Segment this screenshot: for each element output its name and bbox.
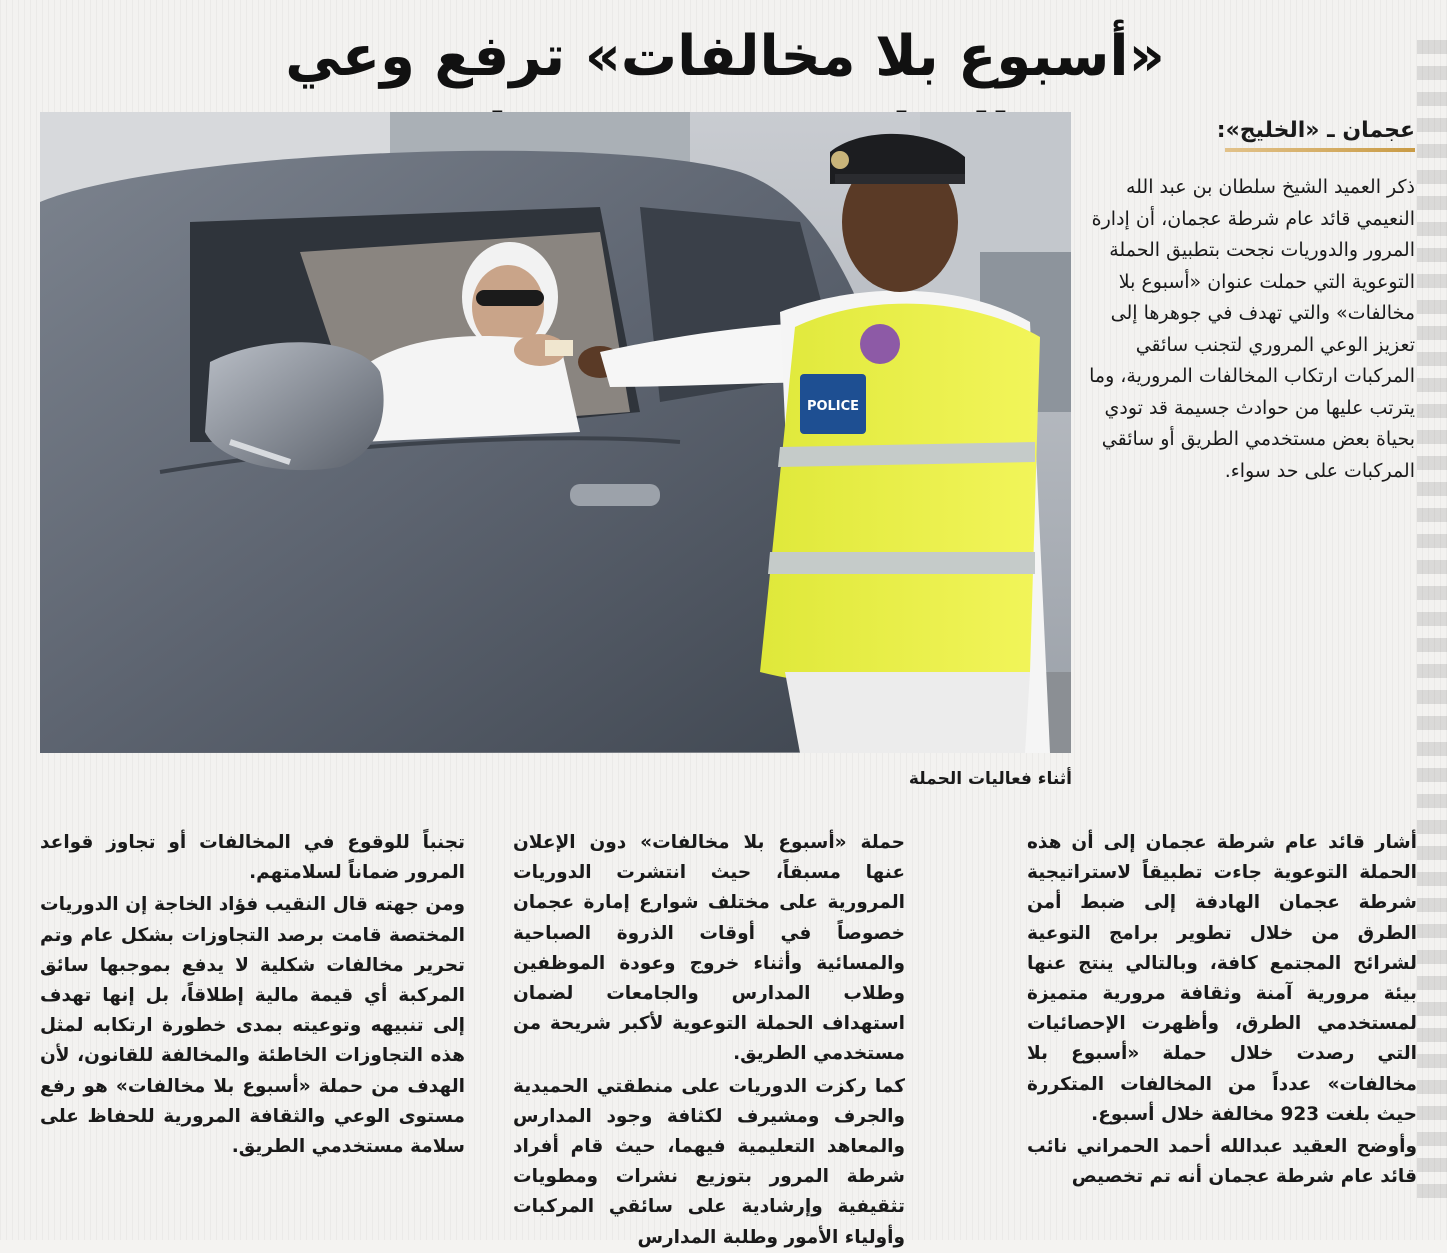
article-headline: «أسبوع بلا مخالفات» ترفع وعي [285, 24, 1165, 89]
col2-paragraph-2: كما ركزت الدوريات على منطقتي الحميدية والجرف ومشيرف لكثافة وجود المدارس والمعاهد التعليمية فيهما، حيث قام أفراد شرطة المرور بتوزيع نشرات ومطويات تثقيفية وإرشادية على سائقي المركبات وأولياء الأمور وطلبة المدارس [513, 1075, 905, 1248]
show-through-right [1417, 40, 1447, 1200]
article-lead-paragraph: ذكر العميد الشيخ سلطان بن عبد الله النعيمي قائد عام شرطة عجمان، أن إدارة المرور والدوريات نجحت بتطبيق الحملة التوعوية التي حملت عنوان «أسبوع بلا مخالفات» والتي تهدف في جوهرها إلى تعزيز الوعي المروري لتجنب سائقي المركبات ارتكاب المخالفات المرورية، وما يترتب عليها من حوادث جسيمة قد تودي بحياة بعض مستخدمي الطريق أو سائقي المركبات على حد سواء. [1089, 176, 1415, 482]
article-column-1 [1027, 828, 1417, 1192]
vest-police-text: POLICE [806, 399, 860, 414]
article-dateline: عجمان ـ «الخليج»: [1216, 118, 1415, 143]
dateline-underline [1225, 148, 1415, 152]
col1-paragraph-1: أشار قائد عام شرطة عجمان إلى أن هذه الحملة التوعوية جاءت تطبيقاً لاستراتيجية شرطة عجمان الهادفة إلى ضبط أمن الطرق من خلال تطوير برامج التوعية لشرائح المجتمع كافة، وبالتالي ينتج عنها بيئة مرورية آمنة وثقافة مرورية متميزة لمستخدمي الطرق، وأظهرت الإحصائيات التي رصدت خلال حملة «أسبوع بلا مخالفات» عدداً من المخالفات المتكررة حيث بلغت 923 مخالفة خلال أسبوع. [1027, 832, 1417, 1125]
article-photo [40, 112, 1071, 753]
article-column-3 [40, 828, 465, 1162]
article-column-2 [513, 828, 905, 1253]
col2-paragraph-1: حملة «أسبوع بلا مخالفات» دون الإعلان عنها مسبقاً، حيث انتشرت الدوريات المرورية على مختلف شوارع إمارة عجمان خصوصاً في أوقات الذروة الصباحية والمسائية وأثناء خروج وعودة الموظفين وطلاب المدارس والجامعات لضمان استهداف الحملة التوعوية لأكبر شريحة من مستخدمي الطريق. [513, 832, 905, 1065]
col3-paragraph-1: تجنباً للوقوع في المخالفات أو تجاوز قواعد المرور ضماناً لسلامتهم. [40, 832, 465, 884]
col3-paragraph-2: ومن جهته قال النقيب فؤاد الخاجة إن الدوريات المختصة قامت برصد التجاوزات بشكل عام وتم تحرير مخالفات شكلية لا يدفع بموجبها سائق المركبة أي قيمة مالية إطلاقاً، بل إنها تهدف إلى تنبيهه وتوعيته بمدى خطورة ارتكابه لمثل هذه التجاوزات الخاطئة والمخالفة للقانون، لأن الهدف من حملة «أسبوع بلا مخالفات» هو رفع مستوى الوعي والثقافة المرورية للحفاظ على سلامة مستخدمي الطريق. [40, 894, 465, 1158]
col1-paragraph-2: وأوضح العقيد عبدالله أحمد الحمراني نائب قائد عام شرطة عجمان أنه تم تخصيص [1027, 1136, 1417, 1188]
photo-caption: أثناء فعاليات الحملة [908, 769, 1072, 789]
